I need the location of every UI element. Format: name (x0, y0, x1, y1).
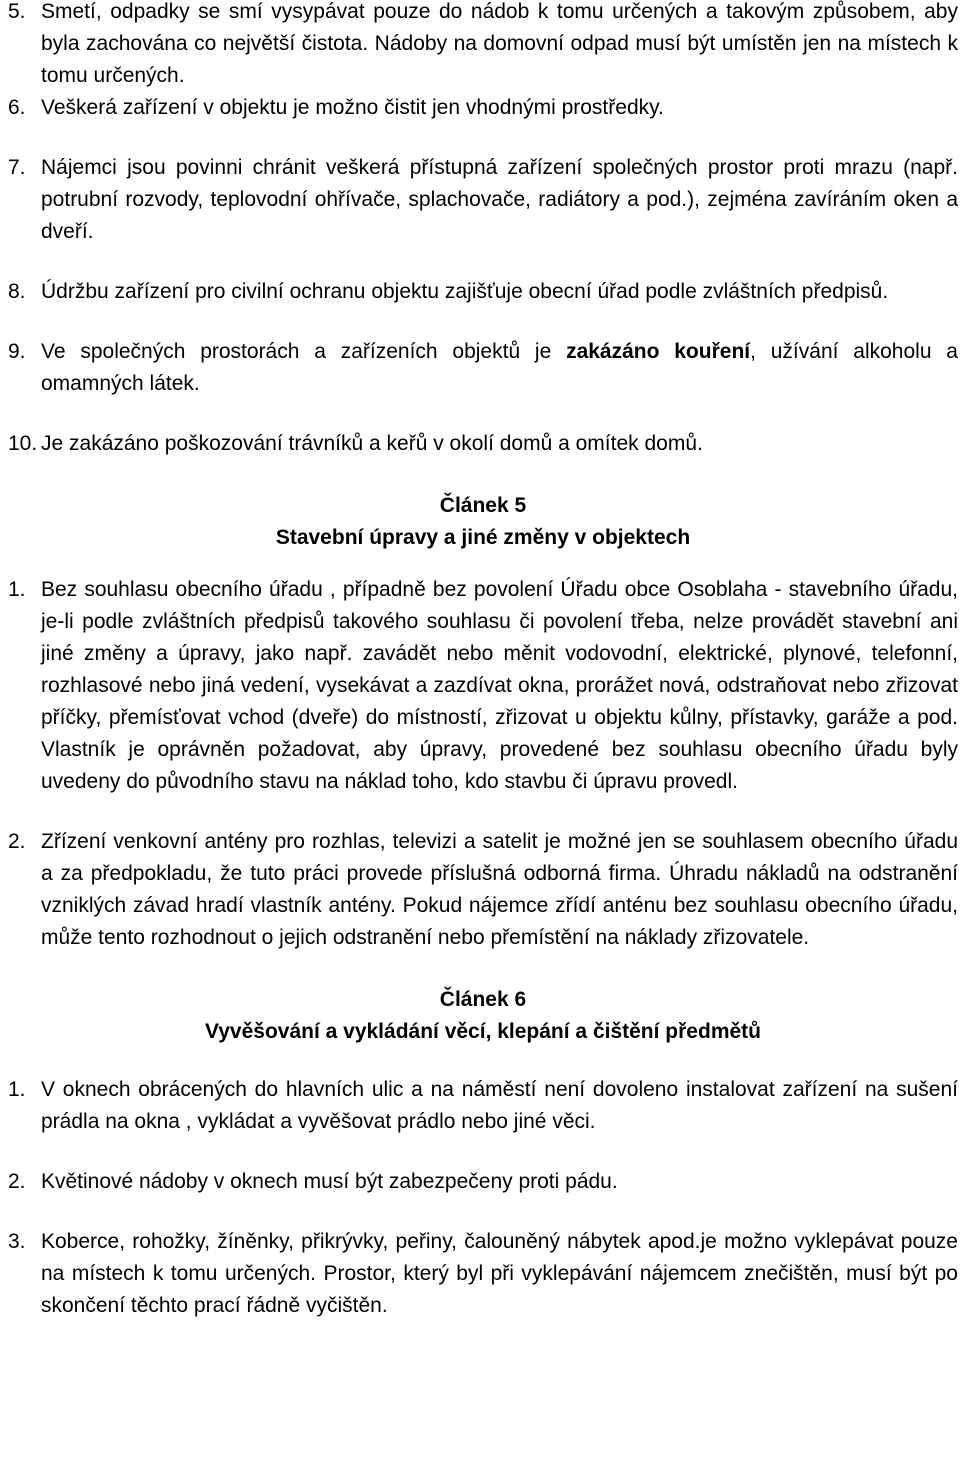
item-number: 7. (8, 156, 26, 179)
article-5-item-2 (8, 826, 958, 954)
item-text: Smetí, odpadky se smí vysypávat pouze do nádob k tomu určených a takovým způsobem, aby byla zachována co největší čistota. Nádoby na domovní odpad musí být umístěn jen na místech k tomu určených. (41, 0, 958, 87)
list-item-6 (8, 92, 958, 124)
list-item-9 (8, 336, 958, 400)
article-6-subtitle: Vyvěšování a vykládání věcí, klepání a čištění předmětů (205, 1020, 761, 1043)
item-number: 6. (8, 96, 26, 119)
list-item-7 (8, 152, 958, 248)
item-number: 5. (8, 0, 26, 23)
article-5-item-1 (8, 574, 958, 798)
item-number: 8. (8, 280, 26, 303)
item-number: 9. (8, 340, 26, 363)
article-5-title: Článek 5 (439, 494, 527, 517)
article-6-item-1 (8, 1074, 958, 1138)
item-number: 2. (8, 1170, 26, 1193)
item-text: V oknech obrácených do hlavních ulic a na náměstí není dovoleno instalovat zařízení na sušení prádla na okna , vykládat a vyvěšovat prádlo nebo jiné věci. (41, 1078, 958, 1133)
list-item-5 (8, 0, 958, 92)
item-text: Nájemci jsou povinni chránit veškerá přístupná zařízení společných prostor proti mrazu (např. potrubní rozvody, teplovodní ohřívače, splachovače, radiátory a pod.), zejména zavíráním oken a dveří. (41, 156, 958, 243)
item-number: 1. (8, 578, 26, 601)
item-number: 2. (8, 830, 26, 853)
item-text: Je zakázáno poškozování trávníků a keřů v okolí domů a omítek domů. (41, 432, 703, 455)
article-5-subtitle: Stavební úpravy a jiné změny v objektech (275, 526, 691, 549)
article-6-title: Článek 6 (439, 988, 527, 1011)
article-6-item-2 (8, 1166, 958, 1198)
item-text: Veškerá zařízení v objektu je možno čistit jen vhodnými prostředky. (41, 96, 664, 119)
item-text-bold: zakázáno kouření (566, 340, 751, 363)
article-6-item-3 (8, 1226, 958, 1322)
item-text-before: Ve společných prostorách a zařízeních objektů je (41, 340, 567, 363)
item-text: Údržbu zařízení pro civilní ochranu objektu zajišťuje obecní úřad podle zvláštních předpisů. (41, 280, 889, 303)
item-text-after: , užívání alkoholu a omamných látek. (41, 340, 958, 395)
item-number: 1. (8, 1078, 26, 1101)
item-text: Zřízení venkovní antény pro rozhlas, televizi a satelit je možné jen se souhlasem obecního úřadu a za předpokladu, že tuto práci provede příslušná odborná firma. Úhradu nákladů na odstranění vzniklých závad hradí vlastník antény. Pokud nájemce zřídí anténu bez souhlasu obecního úřadu, může tento rozhodnout o jejich odstranění nebo přemístění na náklady zřizovatele. (41, 830, 958, 949)
item-number: 10. (8, 432, 38, 455)
item-number: 3. (8, 1230, 26, 1253)
item-text: Květinové nádoby v oknech musí být zabezpečeny proti pádu. (41, 1170, 618, 1193)
item-text: Koberce, rohožky, žíněnky, přikrývky, peřiny, čalouněný nábytek apod.je možno vyklepávat pouze na místech k tomu určených. Prostor, který byl při vyklepávání nájemcem znečištěn, musí být po skončení těchto prací řádně vyčištěn. (41, 1230, 958, 1317)
list-item-8 (8, 276, 958, 308)
list-item-10 (8, 428, 958, 460)
item-text: Bez souhlasu obecního úřadu , případně bez povolení Úřadu obce Osoblaha - stavebního úřadu, je-li podle zvláštních předpisů takového souhlasu či povolení třeba, nelze provádět stavební ani jiné změny a úpravy, jako např. zavádět nebo měnit vodovodní, elektrické, plynové, telefonní, rozhlasové nebo jiná vedení, vysekávat a zazdívat okna, prorážet nová, odstraňovat nebo zřizovat příčky, přemísťovat vchod (dveře) do místností, zřizovat u objektu kůlny, přístavky, garáže a pod. Vlastník je oprávněn požadovat, aby úpravy, provedené bez souhlasu obecního úřadu byly uvedeny do původního stavu na náklad toho, kdo stavbu či úpravu provedl. (41, 578, 958, 793)
